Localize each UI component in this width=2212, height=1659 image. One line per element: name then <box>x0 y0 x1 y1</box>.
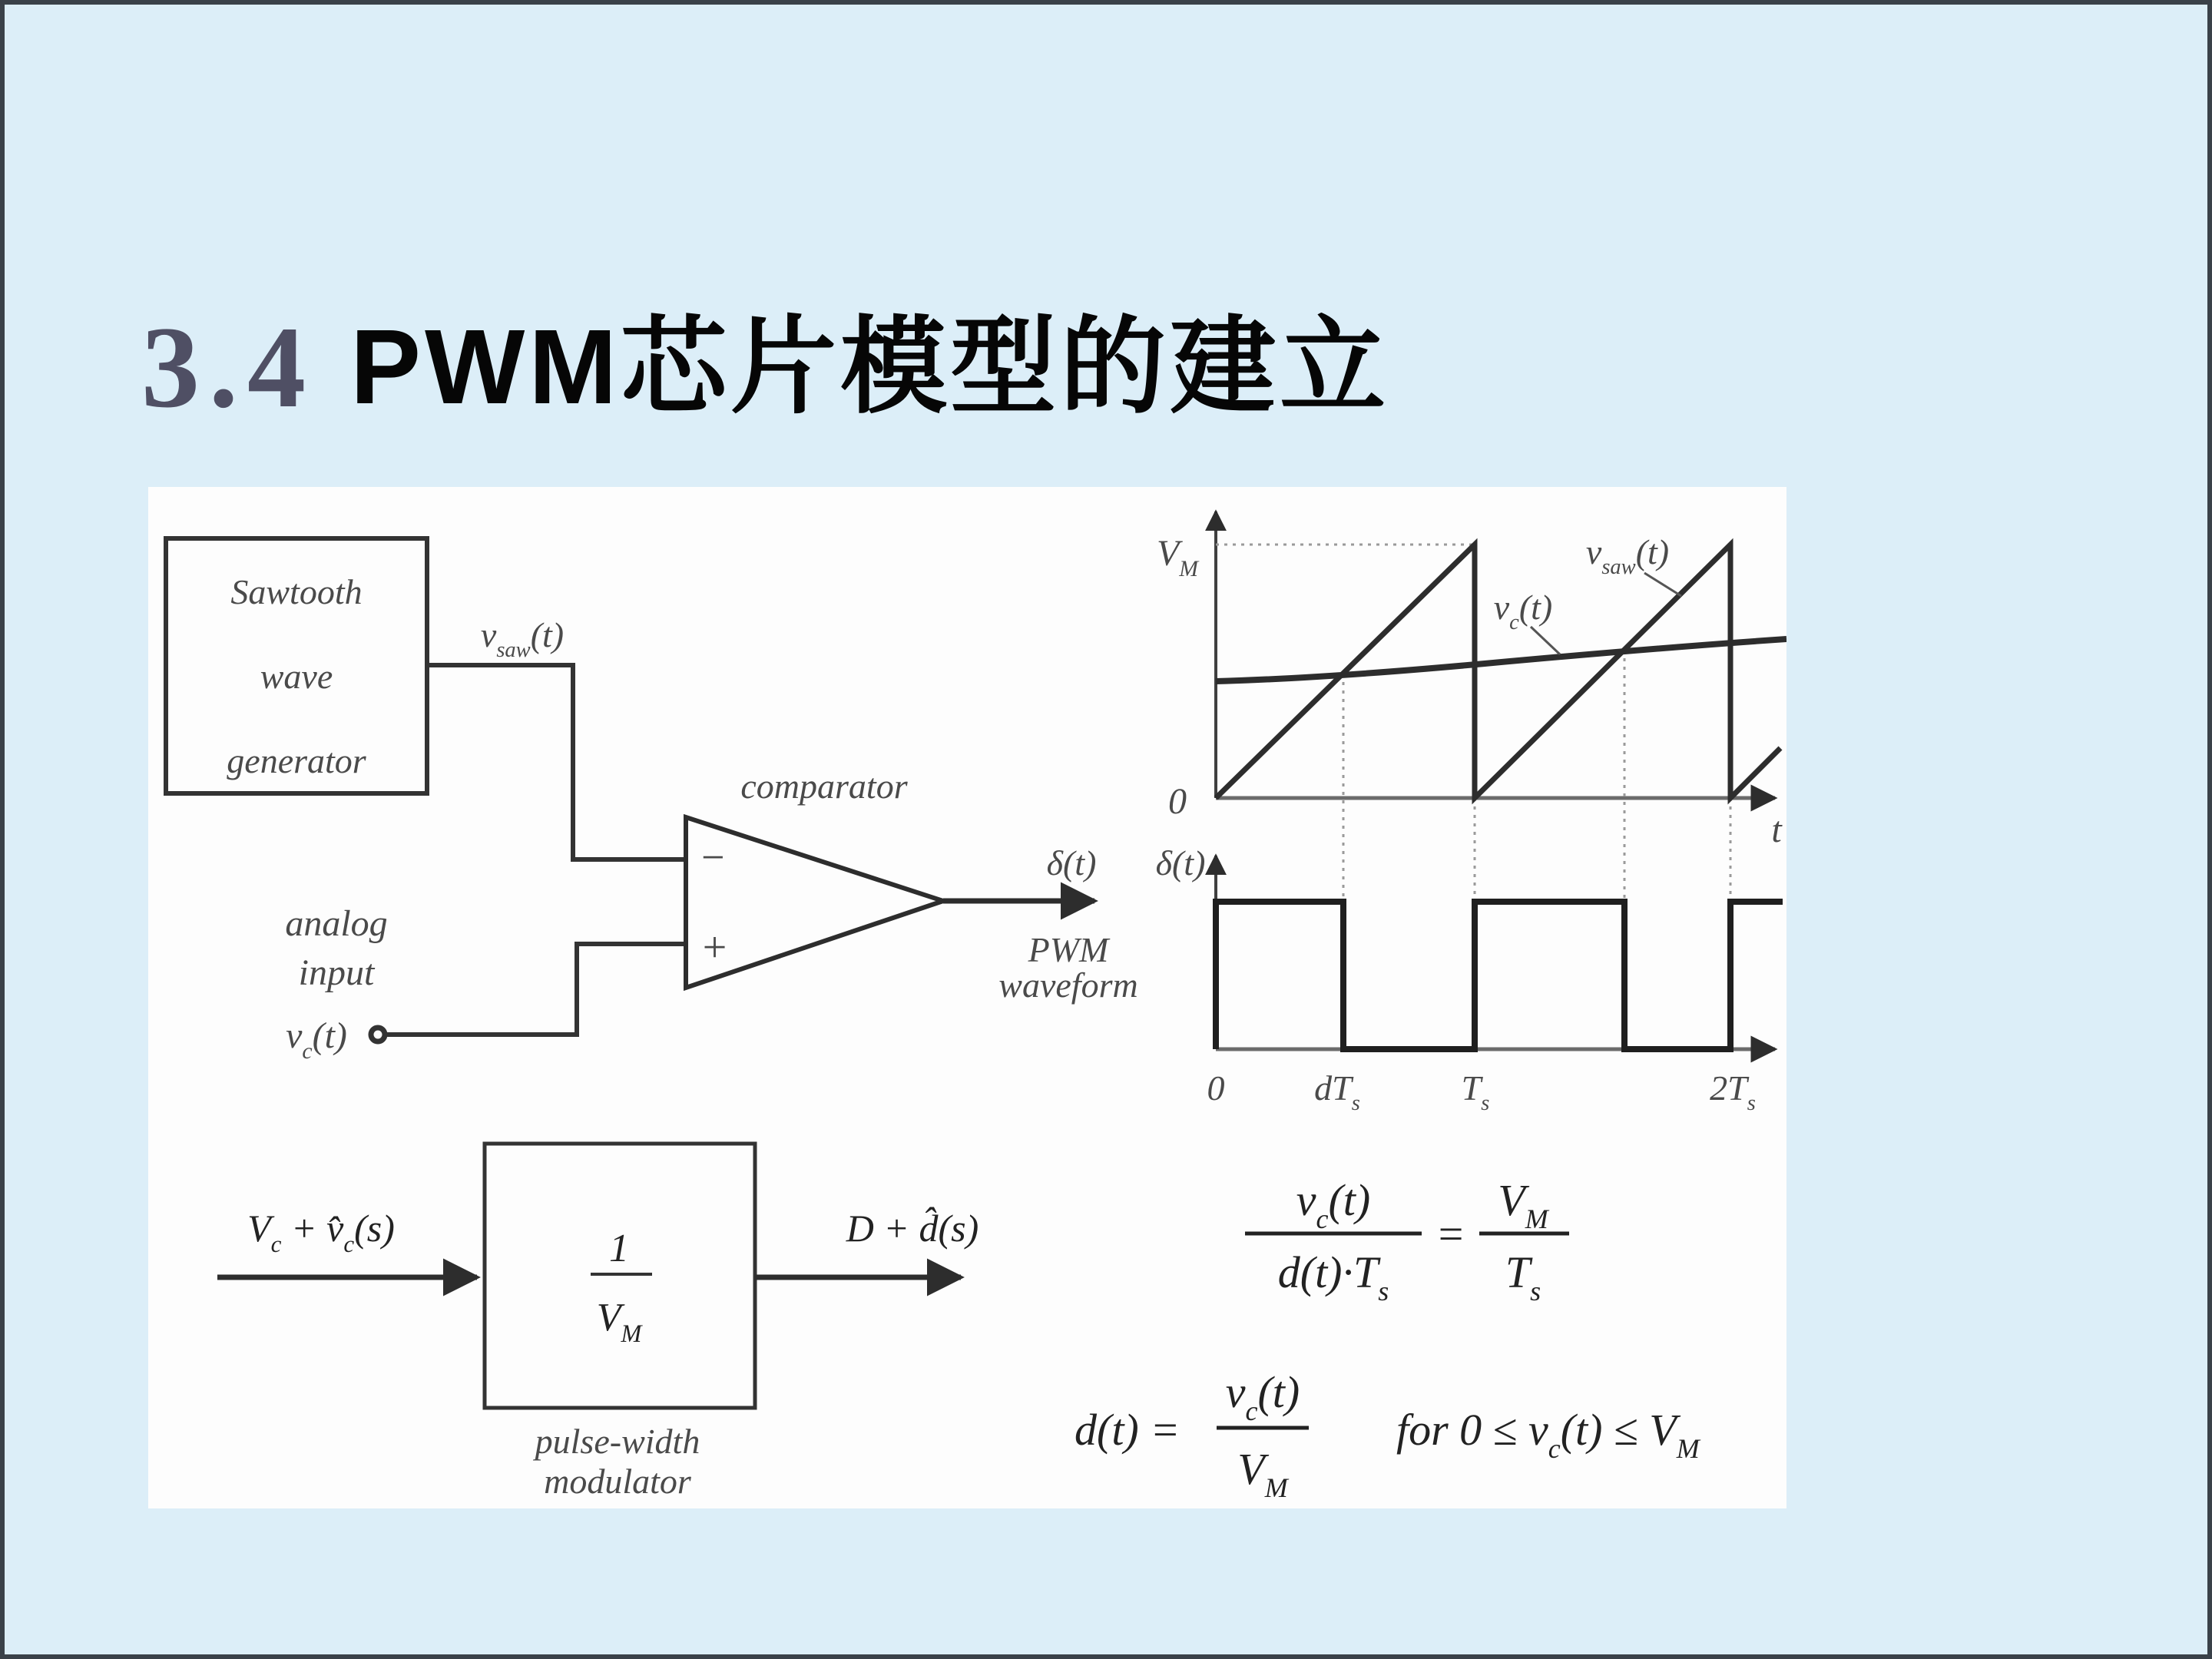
pwm-waveform-label-line2: waveform <box>998 965 1138 1005</box>
sawtooth-generator-label-line2: wave <box>260 657 333 696</box>
modulator-caption-line1: pulse-width <box>535 1422 700 1461</box>
vm-axis-label: $V_M$ <box>1156 533 1199 581</box>
modulator-output-label: D + d̂(s) <box>846 1207 979 1250</box>
saw-plot-t-label: t <box>1771 810 1782 850</box>
eq2-denominator: $V_M$ <box>1237 1444 1288 1503</box>
modulator-gain-denominator: $V_M$ <box>596 1296 642 1347</box>
comparator-plus-sign: + <box>700 924 729 972</box>
analog-input-label-line1: analog <box>285 903 388 944</box>
saw-plot-zero-label: 0 <box>1168 781 1187 822</box>
sawtooth-generator-label-line1: Sawtooth <box>230 572 363 611</box>
vc-terminal-label: $v_c(t)$ <box>286 1015 347 1064</box>
eq1-denominator: $d(t)\cdot T_s$ <box>1277 1247 1389 1306</box>
sawtooth-waveform <box>1216 545 1780 798</box>
delta-square-waveform <box>1216 902 1783 1049</box>
analog-input-label-line2: input <box>298 952 375 993</box>
eq1-rhs-denominator: $T_s$ <box>1505 1247 1541 1306</box>
wire-vsaw <box>427 665 686 859</box>
eq2-numerator: $v_c(t)$ <box>1225 1367 1300 1426</box>
eq2-condition: for $0 \le v_c(t) \le V_M$ <box>1396 1405 1700 1464</box>
page-title <box>141 303 1390 432</box>
eq1-numerator: $v_c(t)$ <box>1296 1175 1371 1234</box>
title-section-number: 3.4 <box>141 303 315 432</box>
comparator-caption: comparator <box>740 767 908 806</box>
vsaw-wire-label: $v_{saw}(t)$ <box>480 615 565 662</box>
modulator-caption-line2: modulator <box>544 1462 691 1501</box>
eq2-lhs: d(t) = <box>1075 1405 1181 1455</box>
delta-tick-0: 0 <box>1207 1068 1225 1108</box>
title-text: PWM芯片模型的建立 <box>350 308 1390 426</box>
vc-curve-label: $v_c(t)$ <box>1493 588 1553 634</box>
eq1-equals-sign: = <box>1435 1209 1466 1259</box>
delta-axis-label: δ(t) <box>1155 843 1206 882</box>
vc-label-leader-line <box>1531 627 1560 654</box>
pwm-waveform-label-line1: PWM <box>1028 930 1109 969</box>
vc-waveform <box>1216 639 1786 681</box>
pwm-diagram-svg <box>148 487 1786 1508</box>
wire-vc <box>386 944 686 1035</box>
delta-tick-dTs: $dT_s$ <box>1314 1068 1360 1115</box>
modulator-gain-numerator: 1 <box>609 1227 629 1270</box>
vsaw-label-leader-line <box>1644 573 1681 596</box>
modulator-input-label: $V_c$ + $v̂_c(s)$ <box>247 1207 395 1257</box>
equation-2 <box>1075 1367 1701 1503</box>
figure-pwm-modulator <box>148 487 1786 1508</box>
sawtooth-generator-label-line3: generator <box>227 741 366 780</box>
delta-tick-Ts: $T_s$ <box>1461 1068 1490 1115</box>
equation-1 <box>1245 1175 1569 1306</box>
vsaw-curve-label: $v_{saw}(t)$ <box>1585 532 1670 579</box>
eq1-rhs-numerator: $V_M$ <box>1498 1175 1548 1234</box>
comparator-minus-sign: − <box>698 834 727 880</box>
delta-tick-2Ts: $2T_s$ <box>1710 1068 1756 1115</box>
vc-input-terminal <box>371 1028 385 1041</box>
delta-output-label: δ(t) <box>1046 843 1097 882</box>
